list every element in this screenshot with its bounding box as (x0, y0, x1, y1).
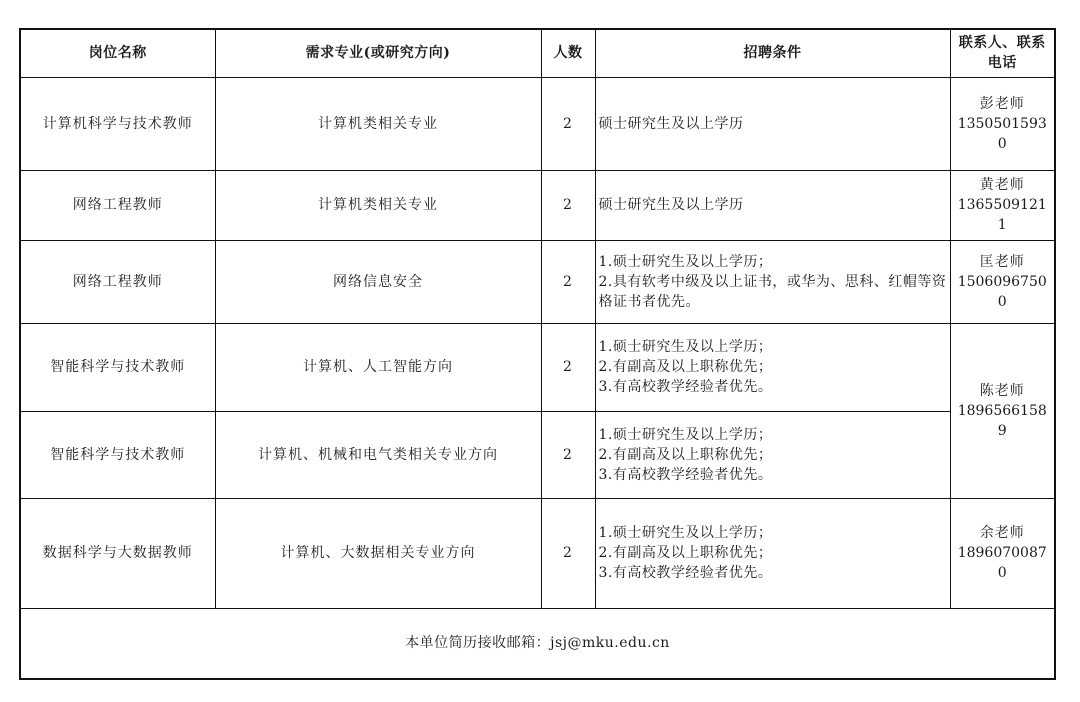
cell-contact (950, 77, 1055, 170)
header-conditions: 招聘条件 (595, 29, 950, 77)
contact-name: 黄老师 (979, 177, 1025, 193)
cell-major: 计算机、大数据相关专业方向 (215, 498, 541, 608)
condition-line: 3.有高校教学经验者优先。 (598, 379, 773, 395)
cell-position: 智能科学与技术教师 (20, 323, 215, 411)
cell-conditions (595, 411, 950, 498)
condition-line: 3.有高校教学经验者优先。 (598, 565, 773, 581)
recruitment-table (19, 28, 1056, 680)
contact-name: 余老师 (979, 525, 1025, 541)
cell-conditions (595, 240, 950, 323)
cell-count: 2 (541, 170, 595, 240)
cell-position: 网络工程教师 (20, 170, 215, 240)
table-row (20, 411, 1055, 498)
contact-name: 彭老师 (979, 95, 1025, 112)
contact-phone: 13505015930 (957, 115, 1047, 152)
cell-count: 2 (541, 323, 595, 411)
table-row (20, 77, 1055, 170)
contact-phone: 18965661589 (957, 402, 1047, 439)
condition-line: 2.有副高及以上职称优先； (598, 446, 773, 463)
table-row (20, 240, 1055, 323)
cell-conditions (595, 170, 950, 240)
condition-line: 2.有副高及以上职称优先； (598, 545, 773, 561)
cell-major: 计算机、机械和电气类相关专业方向 (215, 411, 541, 498)
resume-email-note: 本单位简历接收邮箱：jsj@mku.edu.cn (20, 608, 1055, 679)
contact-phone: 15060967500 (957, 273, 1047, 310)
header-major: 需求专业(或研究方向) (215, 29, 541, 77)
cell-contact (950, 170, 1055, 240)
cell-count: 2 (541, 498, 595, 608)
cell-conditions (595, 498, 950, 608)
cell-position: 网络工程教师 (20, 240, 215, 323)
table-row (20, 498, 1055, 608)
condition-line: 1.硕士研究生及以上学历； (598, 525, 773, 541)
header-count: 人数 (541, 29, 595, 77)
cell-conditions (595, 77, 950, 170)
table-header-row (20, 29, 1055, 77)
contact-name: 陈老师 (979, 382, 1025, 399)
cell-count: 2 (541, 240, 595, 323)
contact-phone: 13655091211 (957, 197, 1047, 233)
cell-count: 2 (541, 77, 595, 170)
cell-contact (950, 240, 1055, 323)
cell-major: 计算机类相关专业 (215, 170, 541, 240)
condition-line: 硕士研究生及以上学历 (598, 115, 744, 132)
cell-major: 计算机类相关专业 (215, 77, 541, 170)
cell-contact (950, 323, 1055, 498)
cell-major: 计算机、人工智能方向 (215, 323, 541, 411)
contact-phone: 18960700870 (957, 545, 1047, 581)
condition-line: 3.有高校教学经验者优先。 (598, 466, 773, 483)
condition-line: 1.硕士研究生及以上学历； (598, 253, 773, 270)
header-contact: 联系人、联系电话 (950, 29, 1055, 77)
table-row (20, 170, 1055, 240)
cell-count: 2 (541, 411, 595, 498)
cell-major: 网络信息安全 (215, 240, 541, 323)
cell-contact (950, 498, 1055, 608)
cell-position: 数据科学与大数据教师 (20, 498, 215, 608)
cell-position: 计算机科学与技术教师 (20, 77, 215, 170)
condition-line: 2.具有软考中级及以上证书，或华为、思科、红帽等资格证书者优先。 (598, 273, 947, 310)
recruitment-table-sheet (19, 28, 1054, 678)
contact-name: 匡老师 (979, 253, 1025, 270)
condition-line: 1.硕士研究生及以上学历； (598, 426, 773, 443)
condition-line: 硕士研究生及以上学历 (598, 197, 744, 213)
header-position: 岗位名称 (20, 29, 215, 77)
condition-line: 1.硕士研究生及以上学历； (598, 339, 773, 355)
table-footer-row (20, 608, 1055, 679)
table-row (20, 323, 1055, 411)
condition-line: 2.有副高及以上职称优先； (598, 359, 773, 375)
cell-conditions (595, 323, 950, 411)
cell-position: 智能科学与技术教师 (20, 411, 215, 498)
